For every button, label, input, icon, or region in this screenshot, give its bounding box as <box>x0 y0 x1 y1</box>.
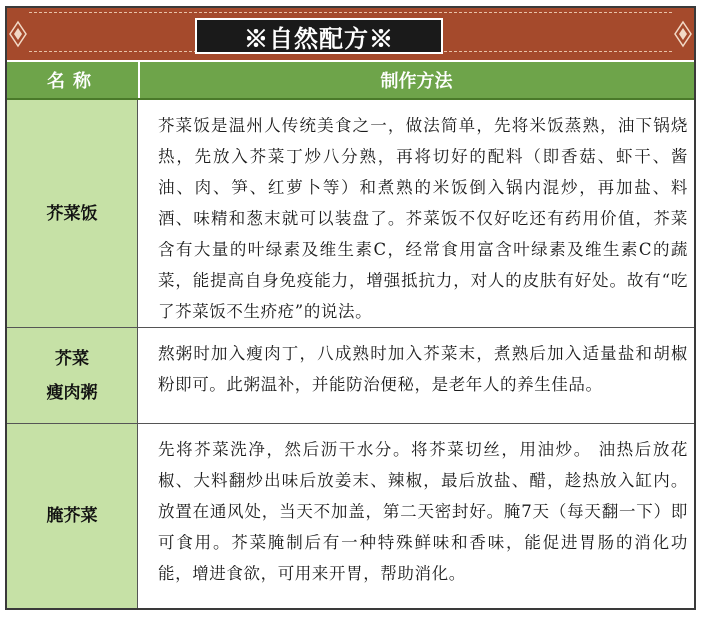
recipe-table <box>5 6 696 610</box>
dish-name <box>7 100 138 327</box>
method-text <box>138 100 694 327</box>
method-text <box>138 424 694 608</box>
page-title: ※自然配方※ <box>195 18 443 54</box>
dish-name-line: 芥菜饭 <box>46 203 98 224</box>
method-text <box>138 328 694 423</box>
table-row <box>7 424 694 608</box>
banner-border-top <box>29 12 672 17</box>
dish-name <box>7 328 138 423</box>
table-row <box>7 328 694 424</box>
table-header <box>7 60 694 100</box>
method-paragraph: 先将芥菜洗净，然后沥干水分。将芥菜切丝，用油炒。 油热后放花椒、大料翻炒出味后放姜末、辣椒，最后放盐、醋，趁热放入缸内。 放置在通风处，当天不加盖，第二天密封好。腌7天（每天翻一下）即可食用。芥菜腌制后有一种特殊鲜味和香味，能促进胃肠的消化功能，增进食欲，可用来开胃，帮助消化。 <box>158 440 688 583</box>
dish-name-line: 瘦肉粥 <box>46 382 98 403</box>
method-paragraph: 芥菜饭是温州人传统美食之一，做法简单，先将米饭蒸熟，油下锅烧热，先放入芥菜丁炒八分熟，再将切好的配料（即香菇、虾干、酱油、肉、笋、红萝卜等）和煮熟的米饭倒入锅内混炒，再加盐、料酒、味精和葱末就可以装盘了。芥菜饭不仅好吃还有药用价值，芥菜含有大量的叶绿素及维生素C，经常食用富含叶绿素及维生素C的蔬菜，能提高自身免疫能力，增强抵抗力，对人的皮肤有好处。故有“吃了芥菜饭不生疥疮”的说法。 <box>158 116 688 321</box>
diamond-ornament-icon <box>672 8 694 60</box>
dish-name-line: 腌芥菜 <box>46 506 98 526</box>
table-row <box>7 100 694 328</box>
dish-name-line: 芥菜 <box>55 348 89 369</box>
dish-name <box>7 424 138 608</box>
method-paragraph: 熬粥时加入瘦肉丁，八成熟时加入芥菜末，煮熟后加入适量盐和胡椒粉即可。此粥温补，并能防治便秘，是老年人的养生佳品。 <box>158 344 688 394</box>
header-method: 制作方法 <box>380 71 453 92</box>
diamond-ornament-icon <box>7 8 29 60</box>
title-banner <box>7 8 694 62</box>
header-name: 名称 <box>47 71 99 92</box>
